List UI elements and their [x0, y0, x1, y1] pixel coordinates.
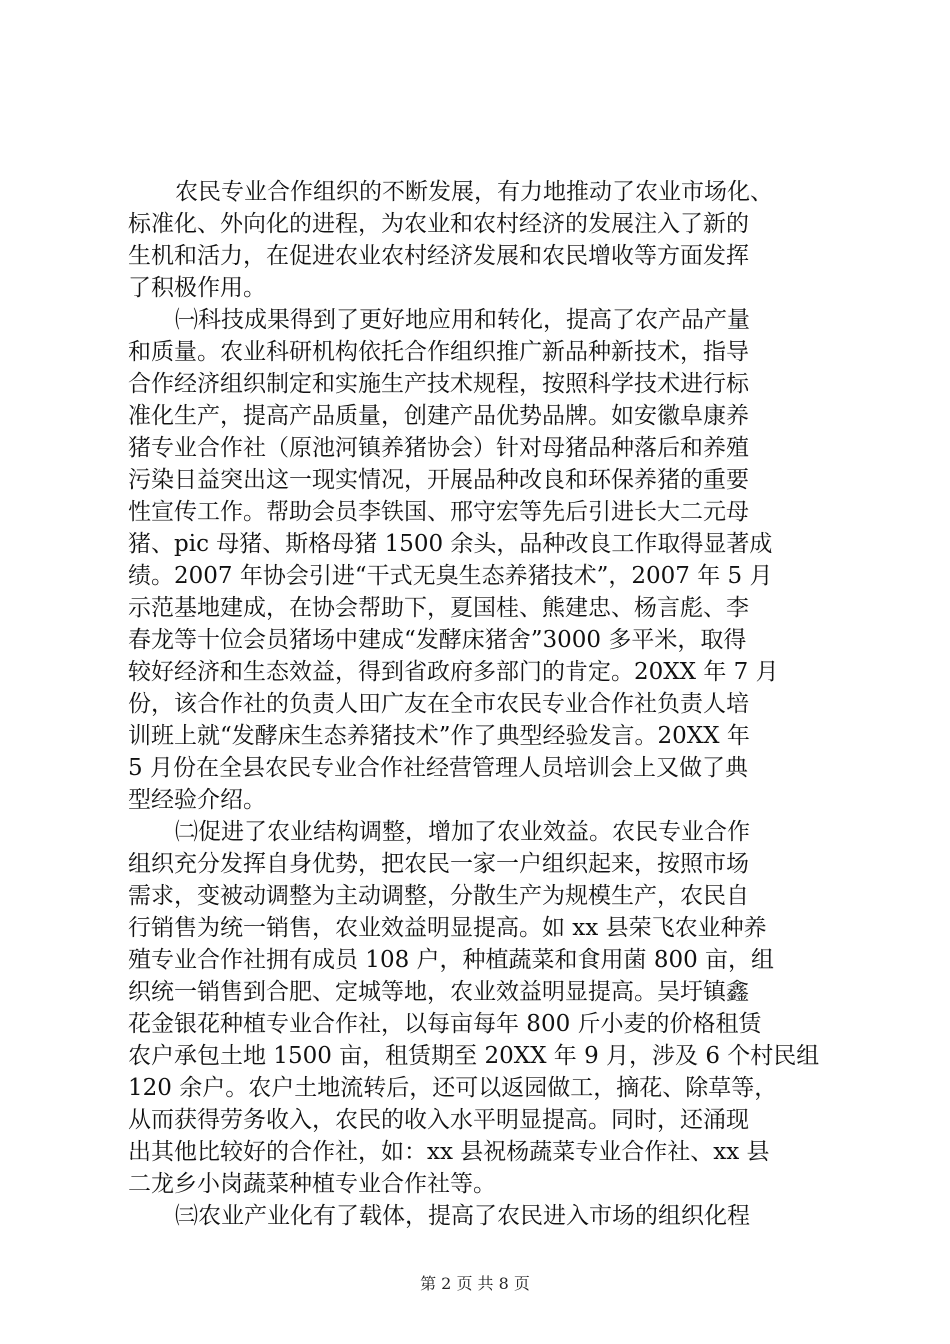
text-line: 殖专业合作社拥有成员 108 户，种植蔬菜和食用菌 800 亩，组 — [128, 947, 775, 973]
text-line: 春龙等十位会员猪场中建成“发酵床猪舍”3000 多平米，取得 — [128, 627, 747, 653]
text-line: 性宣传工作。帮助会员李铁国、邢守宏等先后引进长大二元母 — [128, 499, 749, 525]
text-line: 需求，变被动调整为主动调整，分散生产为规模生产，农民自 — [128, 883, 749, 909]
text-line: 较好经济和生态效益，得到省政府多部门的肯定。20XX 年 7 月 — [128, 659, 779, 685]
text-line: 5 月份在全县农民专业合作社经营管理人员培训会上又做了典 — [128, 755, 748, 781]
text-line: 准化生产，提高产品质量，创建产品优势品牌。如安徽阜康养 — [128, 403, 749, 429]
text-line: 120 余户。农户土地流转后，还可以返园做工，摘花、除草等， — [128, 1075, 778, 1101]
text-line: 训班上就“发酵床生态养猪技术”作了典型经验发言。20XX 年 — [128, 723, 750, 749]
text-line: 生机和活力，在促进农业农村经济发展和农民增收等方面发挥 — [128, 243, 749, 269]
text-line: 标准化、外向化的进程，为农业和农村经济的发展注入了新的 — [128, 211, 749, 237]
section-heading-line: ㈢农业产业化有了载体，提高了农民进入市场的组织化程 — [175, 1203, 750, 1229]
text-line: 了积极作用。 — [128, 275, 266, 301]
text-line: 花金银花种植专业合作社，以每亩每年 800 斤小麦的价格租赁 — [128, 1011, 762, 1037]
text-line: 从而获得劳务收入，农民的收入水平明显提高。同时，还涌现 — [128, 1107, 749, 1133]
text-line: 和质量。农业科研机构依托合作组织推广新品种新技术，指导 — [128, 339, 749, 365]
text-line: 示范基地建成，在协会帮助下，夏国桂、熊建忠、杨言彪、李 — [128, 595, 749, 621]
text-line: 农户承包土地 1500 亩，租赁期至 20XX 年 9 月，涉及 6 个村民组 — [128, 1043, 820, 1069]
text-line: 型经验介绍。 — [128, 787, 266, 813]
text-line: 合作经济组织制定和实施生产技术规程，按照科学技术进行标 — [128, 371, 749, 397]
text-line: 绩。2007 年协会引进“干式无臭生态养猪技术”，2007 年 5 月 — [128, 563, 773, 589]
text-line: 污染日益突出这一现实情况，开展品种改良和环保养猪的重要 — [128, 467, 749, 493]
text-line: 出其他比较好的合作社，如：xx 县祝杨蔬菜专业合作社、xx 县 — [128, 1139, 770, 1165]
text-line: 织统一销售到合肥、定城等地，农业效益明显提高。吴圩镇鑫 — [128, 979, 749, 1005]
text-line: 份，该合作社的负责人田广友在全市农民专业合作社负责人培 — [128, 691, 749, 717]
section-heading-line: ㈡促进了农业结构调整，增加了农业效益。农民专业合作 — [175, 819, 750, 845]
text-line: 猪、pic 母猪、斯格母猪 1500 余头，品种改良工作取得显著成 — [128, 531, 773, 557]
text-line: 组织充分发挥自身优势，把农民一家一户组织起来，按照市场 — [128, 851, 749, 877]
text-line: 猪专业合作社（原池河镇养猪协会）针对母猪品种落后和养殖 — [128, 435, 749, 461]
text-line: 农民专业合作组织的不断发展，有力地推动了农业市场化、 — [175, 179, 773, 205]
page-number-footer: 第 2 页 共 8 页 — [420, 1274, 530, 1293]
section-heading-line: ㈠科技成果得到了更好地应用和转化，提高了农产品产量 — [175, 307, 750, 333]
text-line: 二龙乡小岗蔬菜种植专业合作社等。 — [128, 1171, 496, 1197]
text-line: 行销售为统一销售，农业效益明显提高。如 xx 县荣飞农业种养 — [128, 915, 767, 941]
body-text — [128, 176, 834, 1232]
